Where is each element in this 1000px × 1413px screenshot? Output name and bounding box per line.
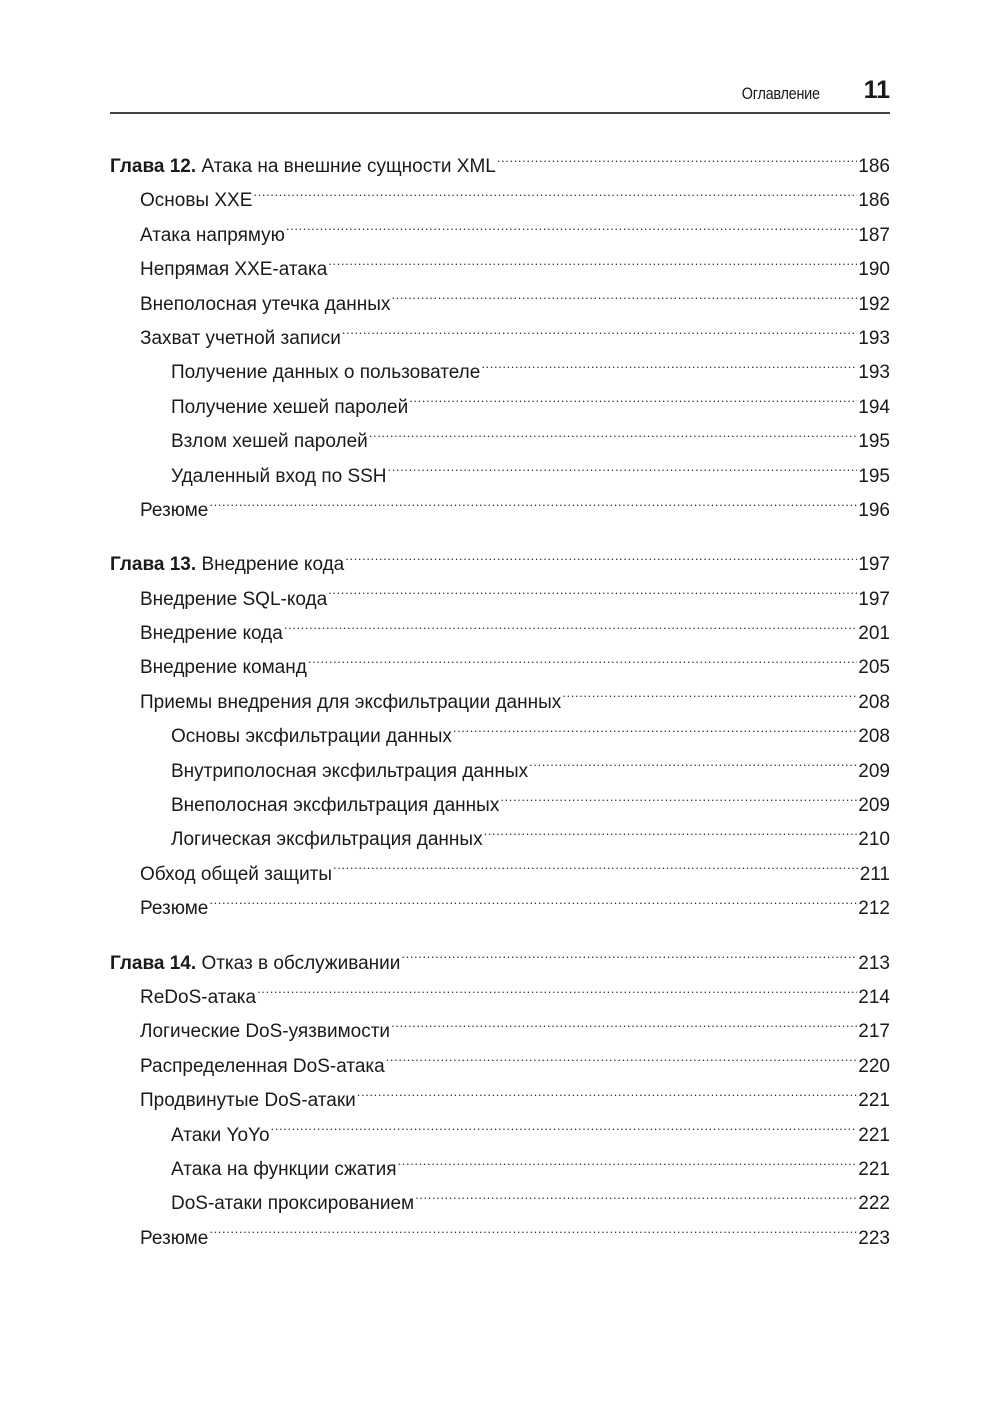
chapter-block xyxy=(110,150,890,528)
dot-leader xyxy=(345,551,857,570)
entry-title: ReDoS-атака xyxy=(140,986,257,1008)
running-header-title: Оглавление xyxy=(741,84,820,103)
entry-title: Логическая эксфильтрация данных xyxy=(171,829,483,851)
section-entry[interactable] xyxy=(110,892,890,926)
entry-page-number: 209 xyxy=(858,760,890,782)
section-entry[interactable] xyxy=(110,583,890,617)
section-entry[interactable] xyxy=(110,288,890,322)
entry-title: Резюме xyxy=(140,499,209,521)
entry-page-number: 195 xyxy=(858,431,890,453)
entry-page-number: 201 xyxy=(858,623,890,645)
header-rule xyxy=(110,112,890,114)
entry-title: Приемы внедрения для эксфильтрации данных xyxy=(140,691,562,713)
dot-leader xyxy=(415,1190,857,1209)
entry-title xyxy=(110,150,496,184)
entry-title: Логические DoS-уязвимости xyxy=(140,1021,391,1043)
entry-title: Обход общей защиты xyxy=(140,863,333,885)
entry-title: Удаленный вход по SSH xyxy=(171,465,387,487)
entry-page-number: 223 xyxy=(858,1227,890,1249)
chapter-block xyxy=(110,548,890,926)
dot-leader xyxy=(209,1225,857,1244)
dot-leader xyxy=(333,861,859,880)
dot-leader xyxy=(453,723,857,742)
dot-leader xyxy=(342,325,857,344)
entry-page-number: 193 xyxy=(858,362,890,384)
running-header xyxy=(110,76,890,112)
entry-title: DoS-атаки проксированием xyxy=(171,1193,415,1215)
dot-leader xyxy=(308,654,858,673)
entry-page-number: 214 xyxy=(858,986,890,1008)
entry-page-number: 205 xyxy=(858,657,890,679)
page-number: 11 xyxy=(863,76,890,104)
entry-page-number: 208 xyxy=(858,726,890,748)
entry-title: Взлом хешей паролей xyxy=(171,431,368,453)
entry-title: Резюме xyxy=(140,898,209,920)
entry-page-number: 213 xyxy=(858,952,890,974)
entry-title xyxy=(110,947,400,981)
chapter-label: Глава 14. xyxy=(110,952,197,974)
chapter-entry[interactable] xyxy=(110,548,890,582)
dot-leader xyxy=(529,758,857,777)
subsection-entry[interactable] xyxy=(110,789,890,823)
dot-leader xyxy=(398,1156,858,1175)
entry-page-number: 196 xyxy=(858,499,890,521)
chapter-entry[interactable] xyxy=(110,947,890,981)
entry-page-number: 197 xyxy=(858,588,890,610)
entry-title: Внедрение SQL-кода xyxy=(140,588,328,610)
section-entry[interactable] xyxy=(110,219,890,253)
section-entry[interactable] xyxy=(110,1015,890,1049)
section-entry[interactable] xyxy=(110,686,890,720)
chapter-block xyxy=(110,947,890,1257)
entry-title: Внеполосная эксфильтрация данных xyxy=(171,795,500,817)
entry-page-number: 212 xyxy=(858,898,890,920)
entry-page-number: 192 xyxy=(858,293,890,315)
dot-leader xyxy=(253,187,857,206)
dot-leader xyxy=(257,984,857,1003)
dot-leader xyxy=(484,826,858,845)
dot-leader xyxy=(209,497,857,516)
subsection-entry[interactable] xyxy=(110,425,890,459)
dot-leader xyxy=(357,1087,858,1106)
subsection-entry[interactable] xyxy=(110,720,890,754)
subsection-entry[interactable] xyxy=(110,1119,890,1153)
entry-page-number: 190 xyxy=(858,259,890,281)
chapter-title: Отказ в обслуживании xyxy=(201,952,401,974)
section-entry[interactable] xyxy=(110,617,890,651)
dot-leader xyxy=(401,950,857,969)
dot-leader xyxy=(386,1053,858,1072)
entry-title: Атака напрямую xyxy=(140,224,285,246)
entry-page-number: 222 xyxy=(858,1193,890,1215)
subsection-entry[interactable] xyxy=(110,823,890,857)
entry-page-number: 193 xyxy=(858,327,890,349)
section-entry[interactable] xyxy=(110,1084,890,1118)
entry-page-number: 211 xyxy=(859,863,890,885)
entry-page-number: 208 xyxy=(858,691,890,713)
dot-leader xyxy=(328,256,857,275)
entry-title: Основы XXE xyxy=(140,190,253,212)
section-entry[interactable] xyxy=(110,1222,890,1256)
chapter-label: Глава 12. xyxy=(110,156,197,177)
entry-title: Резюме xyxy=(140,1227,209,1249)
entry-page-number: 217 xyxy=(858,1021,890,1043)
entry-title: Внеполосная утечка данных xyxy=(140,293,391,315)
entry-page-number: 187 xyxy=(858,224,890,246)
section-entry[interactable] xyxy=(110,1050,890,1084)
entry-page-number: 186 xyxy=(858,190,890,212)
entry-page-number: 210 xyxy=(858,829,890,851)
entry-page-number: 195 xyxy=(858,465,890,487)
dot-leader xyxy=(271,1122,858,1141)
dot-leader xyxy=(388,463,858,482)
section-entry[interactable] xyxy=(110,981,890,1015)
dot-leader xyxy=(391,1018,857,1037)
table-of-contents xyxy=(110,150,890,1276)
entry-title: Внедрение кода xyxy=(140,623,283,645)
chapter-title: Внедрение кода xyxy=(201,554,345,576)
entry-title: Получение хешей паролей xyxy=(171,396,409,418)
entry-title: Атака на функции сжатия xyxy=(171,1158,397,1180)
subsection-entry[interactable] xyxy=(110,356,890,390)
dot-leader xyxy=(481,359,857,378)
subsection-entry[interactable] xyxy=(110,755,890,789)
dot-leader xyxy=(562,689,857,708)
subsection-entry[interactable] xyxy=(110,460,890,494)
dot-leader xyxy=(369,428,858,447)
entry-title: Атаки YoYo xyxy=(171,1124,270,1146)
entry-title: Захват учетной записи xyxy=(140,327,341,349)
entry-page-number: 197 xyxy=(858,554,890,576)
entry-page-number: 221 xyxy=(858,1090,890,1112)
section-entry[interactable] xyxy=(110,494,890,528)
chapter-label: Глава 13. xyxy=(110,554,197,576)
entry-title: Внедрение команд xyxy=(140,657,307,679)
entry-title: Непрямая XXE-атака xyxy=(140,259,328,281)
dot-leader xyxy=(391,291,857,310)
entry-page-number: 194 xyxy=(858,396,890,418)
section-entry[interactable] xyxy=(110,322,890,356)
dot-leader xyxy=(286,222,857,241)
dot-leader xyxy=(497,153,857,172)
entry-title: Основы эксфильтрации данных xyxy=(171,726,452,748)
entry-page-number: 209 xyxy=(858,795,890,817)
section-entry[interactable] xyxy=(110,858,890,892)
subsection-entry[interactable] xyxy=(110,391,890,425)
section-entry[interactable] xyxy=(110,184,890,218)
entry-title: Получение данных о пользователе xyxy=(171,362,481,384)
entry-page-number: 221 xyxy=(858,1158,890,1180)
entry-page-number: 221 xyxy=(858,1124,890,1146)
dot-leader xyxy=(409,394,857,413)
entry-page-number: 220 xyxy=(858,1055,890,1077)
chapter-title: Атака на внешние сущности XML xyxy=(201,156,496,177)
dot-leader xyxy=(284,620,857,639)
entry-title: Распределенная DoS-атака xyxy=(140,1055,385,1077)
dot-leader xyxy=(328,586,857,605)
dot-leader xyxy=(209,895,857,914)
section-entry[interactable] xyxy=(110,253,890,287)
subsection-entry[interactable] xyxy=(110,1153,890,1187)
dot-leader xyxy=(500,792,857,811)
section-entry[interactable] xyxy=(110,651,890,685)
entry-title: Продвинутые DoS-атаки xyxy=(140,1090,356,1112)
entry-page-number: 186 xyxy=(858,156,890,177)
chapter-entry[interactable] xyxy=(110,150,890,184)
entry-title: Внутриполосная эксфильтрация данных xyxy=(171,760,529,782)
subsection-entry[interactable] xyxy=(110,1187,890,1221)
entry-title xyxy=(110,548,344,582)
